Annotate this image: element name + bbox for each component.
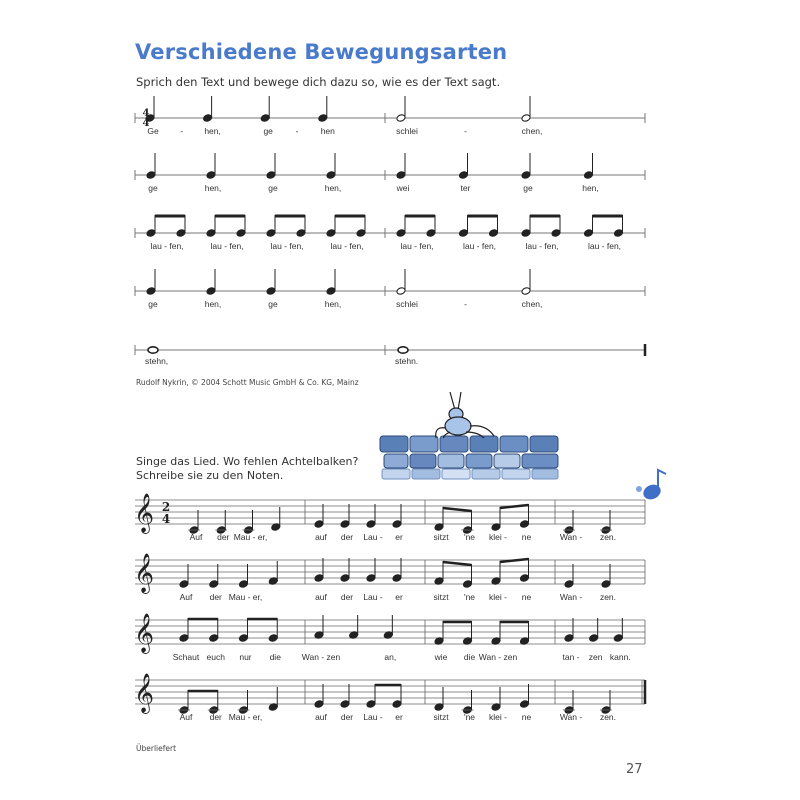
treble-clef-icon: 𝄞 — [133, 613, 155, 653]
lyric-syllable: Auf — [189, 532, 203, 542]
lyric-syllable: hen, — [324, 183, 342, 193]
notehead — [206, 229, 216, 238]
lyric-syllable: zen. — [599, 712, 617, 722]
lyric-syllable: Auf — [179, 592, 193, 602]
lyric-syllable: Wan - — [559, 712, 583, 722]
beam — [500, 559, 529, 562]
rhythm-line — [135, 269, 645, 296]
notehead — [366, 574, 376, 583]
whole-note — [148, 347, 158, 353]
notehead — [314, 520, 324, 529]
treble-clef-icon: 𝄞 — [133, 493, 155, 533]
lyric-syllable: ge — [268, 299, 278, 309]
song-staff — [135, 615, 645, 645]
notehead — [564, 580, 574, 589]
notehead — [179, 580, 189, 589]
notehead — [239, 634, 249, 643]
notehead — [366, 700, 376, 709]
notehead — [463, 580, 473, 589]
lyric-syllable: ge — [148, 299, 158, 309]
lyric-syllable: stehn. — [395, 356, 419, 366]
beam — [443, 508, 472, 511]
lyric-syllable: Lau - — [363, 712, 383, 722]
lyric-syllable: hen — [320, 126, 335, 136]
lyric-syllable: lau - fen, — [270, 241, 304, 251]
notehead — [396, 229, 406, 238]
lyric-syllable: der — [217, 532, 230, 542]
lyric-syllable: Mau - er, — [228, 712, 263, 722]
lyric-syllable: wie — [434, 652, 448, 662]
lyric-syllable: - — [464, 126, 467, 136]
notehead — [459, 229, 469, 238]
lyric-syllable: auf — [315, 592, 327, 602]
notehead — [146, 287, 156, 296]
notehead — [266, 287, 276, 296]
notehead — [392, 574, 402, 583]
treble-clef-icon: 𝄞 — [133, 673, 155, 713]
song-instruction-line1: Singe das Lied. Wo fehlen Achtelbalken? — [136, 455, 359, 468]
lyric-syllable: Schaut — [172, 652, 200, 662]
notehead — [314, 700, 324, 709]
notehead — [146, 171, 156, 180]
notehead — [356, 229, 366, 238]
notehead — [520, 700, 530, 709]
lyric-syllable: ter — [460, 183, 471, 193]
instruction-text: Sprich den Text und bewege dich dazu so, wie es der Text sagt. — [136, 75, 501, 89]
lyric-syllable: tan - — [562, 652, 580, 662]
lyric-syllable: sitzt — [433, 592, 449, 602]
notehead — [239, 580, 249, 589]
notehead — [614, 229, 624, 238]
notehead — [266, 171, 276, 180]
notehead — [340, 700, 350, 709]
lyric-syllable: der — [209, 712, 222, 722]
song-staff — [135, 680, 645, 714]
notehead — [179, 634, 189, 643]
rhythm-line — [135, 344, 645, 356]
notehead — [146, 229, 156, 238]
notehead — [551, 229, 561, 238]
lyric-syllable: auf — [315, 532, 327, 542]
whole-note — [398, 347, 408, 353]
rhythm-line — [135, 215, 645, 238]
notehead — [209, 580, 219, 589]
notehead — [203, 114, 213, 123]
lyric-syllable: hen, — [204, 299, 222, 309]
lyric-syllable: klei - — [489, 712, 507, 722]
lyric-syllable: - — [180, 126, 184, 136]
lyric-syllable: lau - fen, — [400, 241, 434, 251]
lyric-syllable: sitzt — [433, 532, 449, 542]
lyric-syllable: zen. — [599, 532, 617, 542]
lyric-syllable: ge — [523, 183, 533, 193]
lyric-syllable: lau - fen, — [462, 241, 497, 251]
page-number: 27 — [626, 762, 643, 777]
lyric-syllable: - — [464, 299, 467, 309]
lyric-syllable: ge — [148, 183, 158, 193]
lyric-syllable: 'ne — [463, 712, 476, 722]
time-signature: 2 — [161, 500, 171, 514]
song-instruction-line2: Schreibe sie zu den Noten. — [136, 469, 284, 482]
lyric-syllable: der — [340, 712, 354, 722]
lyric-syllable: die — [269, 652, 281, 662]
lyric-syllable: lau - fen, — [210, 241, 244, 251]
notehead — [489, 229, 499, 238]
notehead — [584, 171, 594, 180]
notehead — [584, 229, 594, 238]
notehead — [326, 287, 336, 296]
lyric-syllable: der — [209, 592, 222, 602]
lyric-syllable: er — [395, 532, 403, 542]
notehead — [613, 634, 623, 643]
lyric-syllable: ge — [263, 126, 273, 136]
lyric-syllable: zen. — [599, 592, 617, 602]
notehead — [366, 520, 376, 529]
lyric-syllable: Mau - er, — [233, 532, 268, 542]
notehead — [268, 634, 278, 643]
lyric-syllable: die — [463, 652, 476, 662]
source-note: Überliefert — [136, 744, 177, 753]
time-signature: 4 — [142, 118, 150, 129]
lyric-syllable: - — [295, 126, 299, 136]
lyric-syllable: zen — [588, 652, 603, 662]
lyric-syllable: Lau - — [363, 592, 383, 602]
lyric-syllable: an, — [384, 652, 397, 662]
notehead — [260, 114, 270, 123]
notehead — [318, 114, 328, 123]
notehead — [521, 171, 531, 180]
lyric-syllable: er — [395, 712, 403, 722]
lyric-syllable: lau - fen, — [587, 241, 622, 251]
lyric-syllable: schlei — [396, 299, 418, 309]
lyric-syllable: Wan - zen — [478, 652, 518, 662]
lyric-syllable: chen, — [521, 299, 543, 309]
lyric-syllable: ge — [268, 183, 278, 193]
lyric-syllable: ne — [521, 532, 532, 542]
notehead — [392, 520, 402, 529]
lyric-syllable: wei — [396, 183, 410, 193]
notehead — [520, 520, 530, 529]
notehead — [236, 229, 246, 238]
lyric-syllable: hen, — [582, 183, 599, 193]
lyric-syllable: 'ne — [463, 592, 476, 602]
treble-clef-icon: 𝄞 — [133, 553, 155, 593]
notehead — [601, 580, 611, 589]
lyric-syllable: Mau - er, — [228, 592, 263, 602]
lyric-syllable: klei - — [489, 592, 507, 602]
lyric-syllable: lau - fen, — [525, 241, 559, 251]
lyric-syllable: hen, — [204, 126, 221, 136]
notehead — [340, 520, 350, 529]
lyric-syllable: kann. — [609, 652, 631, 662]
notehead — [396, 171, 406, 180]
page-title: Verschiedene Bewegungsarten — [135, 40, 508, 64]
notehead — [206, 287, 216, 296]
lyric-syllable: 'ne — [463, 532, 476, 542]
time-signature: 4 — [161, 512, 171, 526]
lyric-syllable: stehn, — [145, 356, 169, 366]
lyric-syllable: hen, — [204, 183, 222, 193]
lyric-syllable: ne — [521, 712, 532, 722]
lyric-syllable: schlei — [396, 126, 418, 136]
song-staff — [135, 500, 645, 534]
lyric-syllable: chen, — [521, 126, 543, 136]
time-signature: 4 — [142, 108, 150, 119]
beam — [443, 562, 472, 565]
lyric-syllable: Wan - — [559, 532, 583, 542]
lyric-syllable: sitzt — [433, 712, 449, 722]
notehead — [396, 287, 406, 296]
notehead — [206, 171, 216, 180]
lyric-syllable: Auf — [179, 712, 193, 722]
notehead — [521, 229, 531, 238]
lyric-syllable: hen, — [324, 299, 342, 309]
lyric-syllable: Wan - zen — [301, 652, 341, 662]
notehead — [459, 171, 469, 180]
notehead — [266, 229, 276, 238]
notehead — [340, 574, 350, 583]
lyric-syllable: nur — [239, 652, 252, 662]
notehead — [326, 171, 336, 180]
song-staff — [135, 558, 645, 588]
notehead — [392, 700, 402, 709]
beam — [500, 505, 529, 508]
notehead — [209, 634, 219, 643]
lyric-syllable: klei - — [489, 532, 507, 542]
lyric-syllable: lau - fen, — [330, 241, 364, 251]
rhythm-line — [135, 96, 645, 123]
notehead — [426, 229, 436, 238]
notehead — [521, 287, 531, 296]
lyric-syllable: ne — [521, 592, 532, 602]
lyric-syllable: der — [340, 532, 354, 542]
rhythm-line — [135, 153, 645, 180]
notehead — [314, 574, 324, 583]
notehead — [564, 634, 574, 643]
lyric-syllable: lau - fen, — [150, 241, 184, 251]
lyric-syllable: auf — [315, 712, 327, 722]
notehead — [396, 114, 406, 123]
copyright-credit: Rudolf Nykrin, © 2004 Schott Music GmbH & Co. KG, Mainz — [136, 378, 359, 387]
lyric-syllable: er — [395, 592, 403, 602]
lyric-syllable: euch — [206, 652, 225, 662]
notehead — [520, 574, 530, 583]
notehead — [521, 114, 531, 123]
notehead — [326, 229, 336, 238]
lyric-syllable: Wan - — [559, 592, 583, 602]
notehead — [589, 634, 599, 643]
lyric-syllable: Lau - — [363, 532, 383, 542]
lyric-syllable: Ge — [147, 126, 159, 136]
lyric-syllable: der — [340, 592, 354, 602]
notehead — [176, 229, 186, 238]
notehead — [296, 229, 306, 238]
